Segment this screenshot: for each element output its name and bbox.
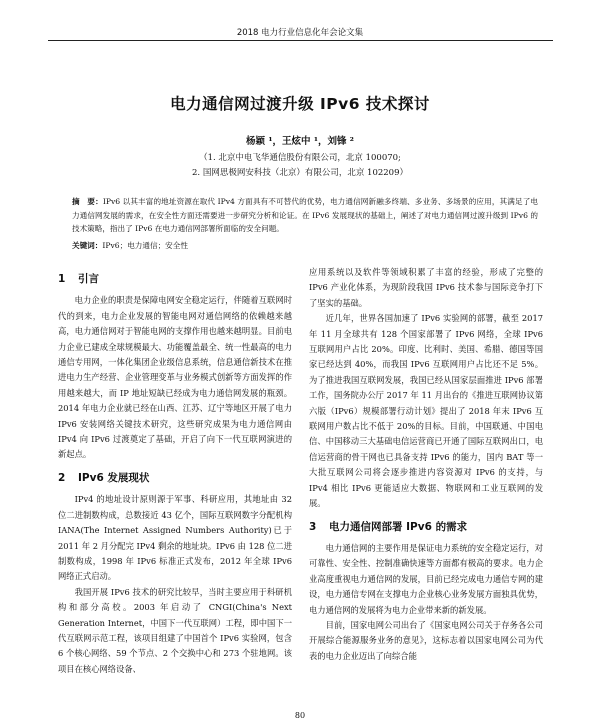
section-1-title: 引言 bbox=[78, 273, 99, 285]
section-1-number: 1 bbox=[58, 273, 66, 285]
affiliation-1: （1. 北京中电飞华通信股份有限公司，北京 100070; bbox=[199, 153, 401, 163]
section-2-number: 2 bbox=[58, 471, 66, 484]
paper-title: 电力通信网过渡升级 IPv6 技术探讨 bbox=[170, 95, 430, 113]
section-3-paragraph-1: 电力通信网的主要作用是保证电力系统的安全稳定运行，对可靠性、安全性、控制准确快速等方面都有极高的要求。电力企业高度重视电力通信网的发展，目前已经完成电力通信专网的建设，电力通信专网在支撑电力企业核心业务发展方面独具优势，电力通信网的发展将为电力企业带来新的新发展。 bbox=[309, 542, 543, 615]
abstract-text: IPv6 以其丰富的地址资源在取代 IPv4 方面具有不可替代的优势，电力通信网新融多终端、多业务、多场景的应用，其满足了电力通信网发展的需求，在安全性方面还需要进一步研究分析和论证。在 IPv6 发展现状的基础上，阐述了对电力通信网过渡升级到 IPv6 的技术策略，指出了 IPv6 在电力通信网部署所面临的安全问题。 bbox=[72, 197, 538, 234]
section-3-number: 3 bbox=[309, 520, 317, 533]
running-header: 2018 电力行业信息化年会论文集 bbox=[236, 28, 364, 38]
section-3-title: 电力通信网部署 IPv6 的需求 bbox=[329, 520, 468, 533]
right-column bbox=[309, 265, 543, 664]
section-2-heading bbox=[58, 471, 292, 486]
paper-authors: 杨颖 ¹，王炫中 ¹，刘锋 ² bbox=[246, 136, 354, 147]
right-paragraph-1: 近几年，世界各国加速了 IPv6 实验网的部署，截至 2017 年 11 月全球共有 128 个国家部署了 IPv6 网络，全球 IPv6 互联网用户占比 20%。印度、比利时、美国、希腊、德国等国家已经达到 40%，而我国 IPv6 互联网用户占比还不足 5%。为了推进我国互联网发展，我国已经从国家层面推进 IPv6 部署工作，国务院办公厅 2017 年 11 月出台的《推进互联网协议第六版（IPv6）规模部署行动计划》提出了 2018 年末 IPv6 互联网用户数占比不低于 20%的目标。目前，中国联通、中国电信、中国移动三大基础电信运营商已开通了国际互联网出口，电信运营商的骨干网也已具备支持 IPv6 的能力，国内 BAT 等一大批互联网公司将会逐步推进内容资源对 IPv6 的支持，与 IPv4 相比 IPv6 更能适应大数据、物联网和工业互联网的发展。 bbox=[309, 313, 543, 509]
right-paragraph-continued: 应用系统以及软件等领域积累了丰富的经验，形成了完整的 IPv6 产业化体系，为现阶段我国 IPv6 技术参与国际竞争打下了坚实的基础。 bbox=[309, 267, 543, 308]
left-column bbox=[58, 272, 292, 677]
keywords-block bbox=[72, 240, 538, 251]
keywords-label: 关键词： bbox=[72, 241, 103, 250]
section-1-heading bbox=[58, 272, 292, 287]
abstract-block bbox=[72, 195, 538, 236]
section-3-paragraph-2: 目前，国家电网公司出台了《国家电网公司关于存务各公司开展综合能源服务业务的意见》，这标志着以国家电网公司为代表的电力企业迈出了向综合能 bbox=[309, 619, 543, 661]
section-2-paragraph-2: 我国开展 IPv6 技术的研究比较早，当时主要应用于科研机构和部分高校。2003 年启动了 CNGI(China's Next Generation Internet，中国下一代互联网）工程，即中国下一代互联网示范工程，该项目组建了中国首个 IPv6 实验网，包含 6 个核心网络、59 个节点、2 个交换中心和 273 个驻地网。该项目在核心网络设备、 bbox=[58, 586, 292, 674]
affiliation-2: 2. 国网思极网安科技（北京）有限公司，北京 102209） bbox=[192, 168, 408, 178]
page-number: 80 bbox=[294, 711, 306, 720]
abstract-label: 摘 要： bbox=[72, 197, 103, 206]
section-3-heading bbox=[309, 520, 543, 535]
section-2-title: IPv6 发展现状 bbox=[78, 471, 150, 484]
section-2-paragraph-1: IPv4 的地址设计原则源于军事、科研应用，其地址由 32 位二进制数构成，总数接近 43 亿个，国际互联网数字分配机构 IANA(The Internet Assigned Numbers Authority)已于 2011 年 2 月分配完 IPv4 剩余的地址块。IPv6 由 128 位二进制数构成，1998 年 IPv6 标准正式发布，2012 年全球 IPv6 网络正式启动。 bbox=[58, 494, 292, 582]
header-rule bbox=[48, 40, 553, 41]
keywords-text: IPv6；电力通信；安全性 bbox=[102, 241, 188, 250]
section-1-paragraph: 电力企业的职责是保障电网安全稳定运行，伴随着互联网时代的到来，电力企业发展的智能电网对通信网络的依赖越来越高，电力通信网对于智能电网的支撑作用也越来越明显。目前电力企业已建成全球规模最大、功能覆盖最全、统一性最高的电力通信专用网，一体化集团企业级信息系统，信息通信新技术在推进电力生产经营、企业管理变革与业务模式创新等方面发挥的作用越来越大，而 IP 地址短缺已经成为电力通信网发展的瓶颈。2014 年电力企业就已经在山西、江苏、辽宁等地区开展了电力 IPv6 安装网络关键技术研究，这些研究成果为电力通信网由 IPv4 向 IPv6 过渡奠定了基础，开启了向下一代互联网演进的新起点。 bbox=[58, 295, 292, 460]
